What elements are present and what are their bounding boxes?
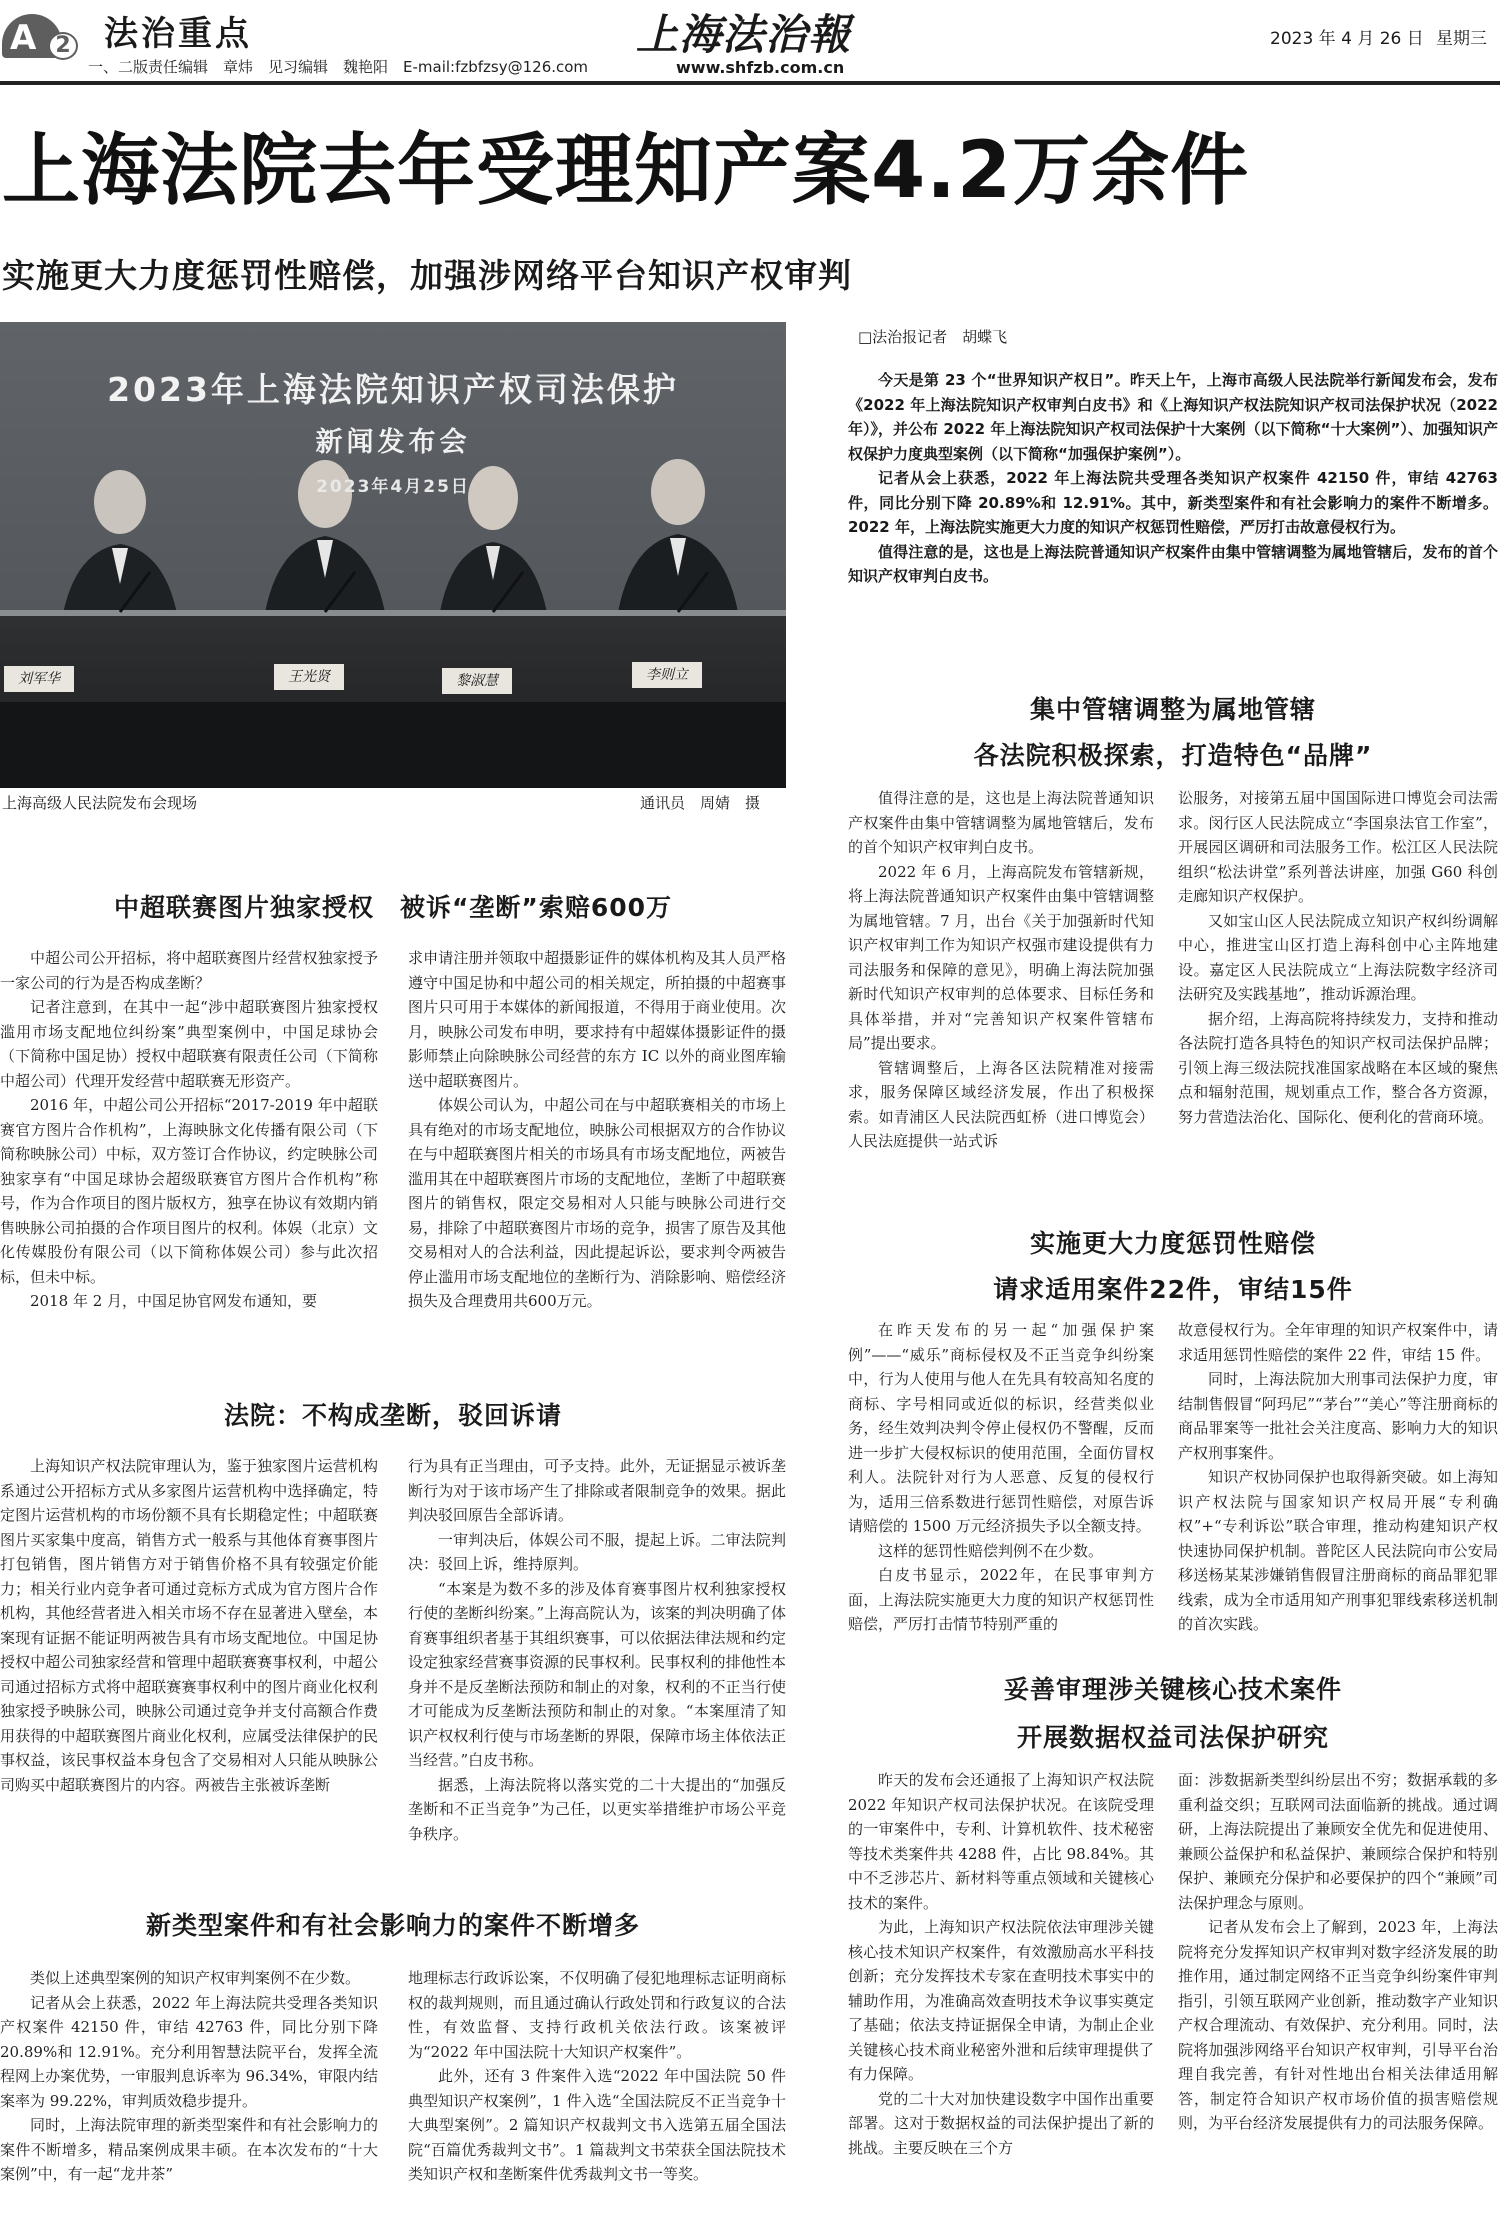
press-conference-photo [0,322,786,788]
paragraph: 为此，上海知识产权法院依法审理涉关键核心技术知识产权案件，有效激励高水平科技创新；充分发挥技术专家在查明技术事实中的辅助作用，为准确高效查明技术争议事实奠定了基础；依法支持证据保全申请，为制止企业关键核心技术商业秘密外泄和后续审理提供了有力保障。 [848,1918,1154,2083]
paragraph: 记者注意到，在其中一起“涉中超联赛图片独家授权滥用市场支配地位纠纷案”典型案例中，中国足球协会（下简称中国足协）授权中超联赛有限责任公司（下简称中超公司）代理开发经营中超联赛无形资产。 [0,998,378,1090]
lead-paragraphs [848,368,1498,589]
masthead-rule [0,81,1500,85]
paragraph: 值得注意的是，这也是上海法院普通知识产权案件由集中管辖调整为属地管辖后，发布的首个知识产权审判白皮书。 [848,789,1154,856]
banner-line-2: 新闻发布会 [315,427,471,458]
lead-paragraph: 值得注意的是，这也是上海法院普通知识产权案件由集中管辖调整为属地管辖后，发布的首个知识产权审判白皮书。 [848,542,1498,585]
paragraph: 在昨天发布的另一起“加强保护案例”——“威乐”商标侵权及不正当竞争纠纷案中，行为人使用与他人在先具有较高知名度的商标、字号相同或近似的标识，经营类似业务，经生效判决判令停止侵权仍不警醒，反而进一步扩大侵权标识的使用范围，全面仿冒权利人。法院针对行为人恶意、反复的侵权行为，适用三倍系数进行惩罚性赔偿，对原告诉请赔偿的 1500 万元经济损失予以全额支持。 [848,1321,1154,1535]
issue-date: 2023 年 4 月 26 日 [1270,29,1424,49]
subheadline: 实施更大力度惩罚性赔偿，加强涉网络平台知识产权审判 [2,256,852,295]
paragraph: 求申请注册并领取中超摄影证件的媒体机构及其人员严格遵守中国足协和中超公司的相关规定，所拍摄的中超赛事图片只可用于本媒体的新闻报道，不得用于商业使用。次月，映脉公司发布申明，要求持有中超媒体摄影证件的摄影师禁止向除映脉公司经营的东方 IC 以外的商业图库输送中超联赛图片。 [408,949,786,1090]
paragraph: 据悉，上海法院将以落实党的二十大提出的“加强反垄断和不正当竞争”为己任，以更实举措维护市场公平竞争秩序。 [408,1775,786,1843]
website: www.shfzb.com.cn [676,58,845,77]
paragraph: 白皮书显示，2022年，在民事审判方面，上海法院实施更大力度的知识产权惩罚性赔偿，严厉打击情节特别严重的 [848,1566,1154,1633]
paragraph: 记者从发布会上了解到，2023 年，上海法院将充分发挥知识产权审判对数字经济发展的助推作用，通过制定网络不正当竞争纠纷案件审判指引，引领互联网产业创新，推动数字产业知识产权合理流动、有效保护、充分利用。同时，法院将加强涉网络平台知识产权审判，引导平台治理自我完善，有针对性地出台相关法律适用解答，制定符合知识产权市场价值的损害赔偿规则，为平台经济发展提供有力的司法服务保障。 [1178,1918,1498,2132]
editors-line: 一、二版责任编辑 章炜 见习编辑 魏艳阳 E-mail:fzbfzsy@126.com [88,58,589,76]
paragraph: 类似上述典型案例的知识产权审判案例不在少数。 [30,1969,361,1987]
banner-date: 2023年4月25日 [316,477,470,497]
paragraph: 行为具有正当理由，可予支持。此外，无证据显示被诉垄断行为对于该市场产生了排除或者限制竞争的效果。据此判决驳回原告全部诉请。 [408,1457,786,1524]
nameplate: 李则立 [632,662,702,688]
paragraph: 2018 年 2 月，中国足协官网发布通知，要 [30,1292,318,1310]
paragraph: 昨天的发布会还通报了上海知识产权法院 2022 年知识产权司法保护状况。在该院受理的一审案件中，专利、计算机软件、技术秘密等技术类案件共 4288 件，占比 98.84%。其中不乏涉芯片、新材料等重点领域和关键核心技术的案件。 [848,1771,1154,1912]
paragraph: 又如宝山区人民法院成立知识产权纠纷调解中心，推进宝山区打造上海科创中心主阵地建设。嘉定区人民法院成立“上海法院数字经济司法研究及实践基地”，推动诉源治理。 [1178,911,1498,1003]
lead-paragraph: 今天是第 23 个“世界知识产权日”。昨天上午，上海市高级人民法院举行新闻发布会，发布《2022 年上海法院知识产权审判白皮书》和《上海知识产权法院知识产权司法保护状况（2022 年）》，并公布 2022 年上海法院知识产权司法保护十大案例（以下简称“十大案例”）、加强知识产权保护力度典型案例（以下简称“加强保护案例”）。 [848,371,1498,463]
paragraph: 同时，上海法院加大刑事司法保护力度，审结制售假冒“阿玛尼”“茅台”“美心”等注册商标的商品罪案等一批社会关注度高、影响力大的知识产权刑事案件。 [1178,1370,1498,1462]
article-column [1178,1768,1498,2228]
article-column [0,946,378,1354]
paragraph: 党的二十大对加快建设数字中国作出重要部署。这对于数据权益的司法保护提出了新的挑战。主要反映在三个方 [848,2089,1154,2157]
paragraph: 故意侵权行为。全年审理的知识产权案件中，请求适用惩罚性赔偿的案件 22 件，审结 15 件。 [1178,1321,1498,1364]
section-heading: 集中管辖调整为属地管辖 [1029,695,1316,724]
paragraph: 面：涉数据新类型纠纷层出不穷；数据承载的多重利益交织；互联网司法面临新的挑战。通过调研，上海法院提出了兼顾安全优先和促进使用、兼顾公益保护和私益保护、兼顾综合保护和特别保护、兼顾充分保护和必要保护的四个“兼顾”司法保护理念与原则。 [1178,1771,1498,1912]
paragraph: 记者从会上获悉，2022 年上海法院共受理各类知识产权案件 42150 件，审结 42763 件，同比分别下降 20.89%和 12.91%。充分利用智慧法院平台，发挥全流程网上办案优势，一审服判息诉率为 96.34%，审限内结案率为 99.22%，审判质效稳步提升。 [0,1993,378,2110]
section-heading: 实施更大力度惩罚性赔偿 [1029,1229,1316,1258]
paragraph: 这样的惩罚性赔偿判例不在少数。 [878,1541,1104,1560]
banner-line-1: 2023年上海法院知识产权司法保护 [107,370,679,409]
nameplate: 王光贤 [274,664,344,690]
article-column [1178,786,1498,1226]
paragraph: 地理标志行政诉讼案，不仅明确了侵犯地理标志证明商标权的裁判规则，而且通过确认行政处罚和行政复议的合法性，有效监督、支持行政机关依法行政。该案被评为“2022 年中国法院十大知识产权案件”。 [408,1969,786,2061]
section-title: 法治重点 [104,14,252,54]
paragraph: 中超公司公开招标，将中超联赛图片经营权独家授予一家公司的行为是否构成垄断？ [0,949,378,992]
paragraph: 讼服务，对接第五届中国国际进口博览会司法需求。闵行区人民法院成立“李国泉法官工作室”，开展园区调研和司法服务工作。松江区人民法院组织“松法讲堂”系列普法讲座，加强 G60 科创走廊知识产权保护。 [1178,789,1498,905]
article-column [408,1454,786,1866]
article-column [848,786,1154,1226]
newspaper-logo: 上海法治報 [636,10,852,59]
nameplate: 刘军华 [4,666,74,692]
page-badge-letter: A [10,18,35,58]
paragraph: 知识产权协同保护也取得新突破。如上海知识产权法院与国家知识产权局开展“专利确权”+“专利诉讼”联合审理，推动构建知识产权快速协同保护机制。普陀区人民法院向市公安局移送杨某某涉嫌销售假冒注册商标的商品罪犯罪线索，成为全市适用知产刑事犯罪线索移送机制的首次实践。 [1178,1468,1498,1633]
article-column [408,946,786,1354]
paragraph: 据介绍，上海高院将持续发力，支持和推动各法院打造各具特色的知识产权司法保护品牌；引领上海三级法院找准国家战略在本区域的聚焦点和辐射范围，规划重点工作，整合各方资源，努力营造法治化、国际化、便利化的营商环境。 [1178,1009,1498,1126]
section-heading: 各法院积极探索，打造特色“品牌” [973,741,1373,770]
paragraph: 2016 年，中超公司公开招标“2017-2019 年中超联赛官方图片合作机构”，上海映脉文化传播有限公司（下简称映脉公司）中标，双方签订合作协议，约定映脉公司独家享有“中国足球协会超级联赛官方图片合作机构”称号，作为合作项目的图片版权方，独享在协议有效期内销售映脉公司拍摄的合作项目图片的权利。体娱（北京）文化传媒股份有限公司（以下简称体娱公司）参与此次招标，但未中标。 [0,1096,378,1286]
section-heading: 新类型案件和有社会影响力的案件不断增多 [145,1911,640,1940]
byline: □法治报记者 胡蝶飞 [858,328,1008,346]
article-column [0,1966,378,2228]
photo-caption: 上海高级人民法院发布会现场 [2,794,198,812]
paragraph: “本案是为数不多的涉及体育赛事图片权利独家授权行使的垄断纠纷案。”上海高院认为，该案的判决明确了体育赛事组织者基于其组织赛事，可以依据法律法规和约定设定独家经营赛事资源的民事权利。民事权利的排他性本身并不是反垄断法预防和制止的对象，权利的不正当行使才可能成为反垄断法预防和制止的对象。“本案厘清了知识产权权利行使与市场垄断的界限，保障市场主体依法正当经营。”白皮书称。 [408,1579,786,1769]
paragraph: 此外，还有 3 件案件入选“2022 年中国法院 50 件典型知识产权案例”，1 件入选“全国法院反不正当竞争十大典型案例”。2 篇知识产权裁判文书入选第五届全国法院“百篇优秀裁判文书”。1 篇裁判文书荣获全国法院技术类知识产权和垄断案件优秀裁判文书一等奖。 [408,2067,786,2183]
section-heading: 法院：不构成垄断，驳回诉请 [223,1401,562,1430]
page-badge [2,14,78,60]
paragraph: 上海知识产权法院审理认为，鉴于独家图片运营机构系通过公开招标方式从多家图片运营机构中选择确定，特定图片运营机构的市场份额不具有长期稳定性；中超联赛图片买家集中度高，销售方式一般系与其他体育赛事图片打包销售，图片销售方对于销售价格不具有较强定价能力；相关行业内竞争者可通过竞标方式成为官方图片合作机构，其他经营者进入相关市场不存在显著进入壁垒，本案现有证据不能证明两被告具有市场支配地位。中国足协授权中超公司独家经营和管理中超联赛赛事权利，中超公司通过招标方式将中超联赛赛事权利中的图片商业化权利独家授予映脉公司，映脉公司通过竞争并支付高额合作费用获得的中超联赛图片商业化权利，应属受法律保护的民事权益，该民事权益本身包含了交易相对人只能从映脉公司购买中超联赛图片的内容。两被告主张被诉垄断 [0,1457,378,1794]
photo-credit: 通讯员 周婧 摄 [640,794,761,812]
article-column [408,1966,786,2228]
paragraph: 管辖调整后，上海各区法院精准对接需求，服务保障区域经济发展，作出了积极探索。如青浦区人民法院西虹桥（进口博览会）人民法庭提供一站式诉 [848,1058,1154,1150]
section-heading: 请求适用案件22件，审结15件 [993,1275,1353,1304]
headline: 上海法院去年受理知产案4.2万余件 [2,126,1250,216]
section-heading: 中超联赛图片独家授权 被诉“垄断”索赔600万 [113,893,673,922]
nameplate: 黎淑慧 [442,668,512,694]
paragraph: 2022 年 6 月，上海高院发布管辖新规，将上海法院普通知识产权案件由集中管辖调整为属地管辖。7 月，出台《关于加强新时代知识产权审判工作为知识产权强市建设提供有力司法服务和保障的意见》，明确上海法院加强新时代知识产权审判的总体要求、目标任务和具体举措，并对“完善知识产权案件管辖布局”提出要求。 [848,862,1154,1052]
section-heading: 妥善审理涉关键核心技术案件 [1003,1675,1342,1704]
article-column [848,1768,1154,2228]
masthead [0,0,1500,82]
issue-weekday: 星期三 [1436,29,1487,49]
paragraph: 同时，上海法院审理的新类型案件和有社会影响力的案件不断增多，精品案例成果丰硕。在本次发布的“十大案例”中，有一起“龙井茶” [0,2116,378,2183]
page-badge-number: 2 [48,32,78,60]
lead-paragraph: 记者从会上获悉，2022 年上海法院共受理各类知识产权案件 42150 件，审结 42763 件，同比分别下降 20.89%和 12.91%。其中，新类型案件和有社会影响力的案件不断增多。2022 年，上海法院实施更大力度的知识产权惩罚性赔偿，严厉打击故意侵权行为。 [848,469,1498,536]
paragraph: 体娱公司认为，中超公司在与中超联赛相关的市场上具有绝对的市场支配地位，映脉公司根据双方的合作协议在与中超联赛图片相关的市场具有市场支配地位，两被告滥用其在中超联赛图片市场的支配地位，垄断了中超联赛图片的销售权，限定交易相对人只能与映脉公司进行交易，排除了中超联赛图片市场的竞争，损害了原告及其他交易相对人的合法利益，因此提起诉讼，要求判令两被告停止滥用市场支配地位的垄断行为、消除影响、赔偿经济损失及合理费用共600万元。 [408,1096,786,1310]
paragraph: 一审判决后，体娱公司不服，提起上诉。二审法院判决：驳回上诉，维持原判。 [408,1530,786,1573]
article-column [0,1454,378,1866]
section-heading: 开展数据权益司法保护研究 [1016,1723,1329,1752]
